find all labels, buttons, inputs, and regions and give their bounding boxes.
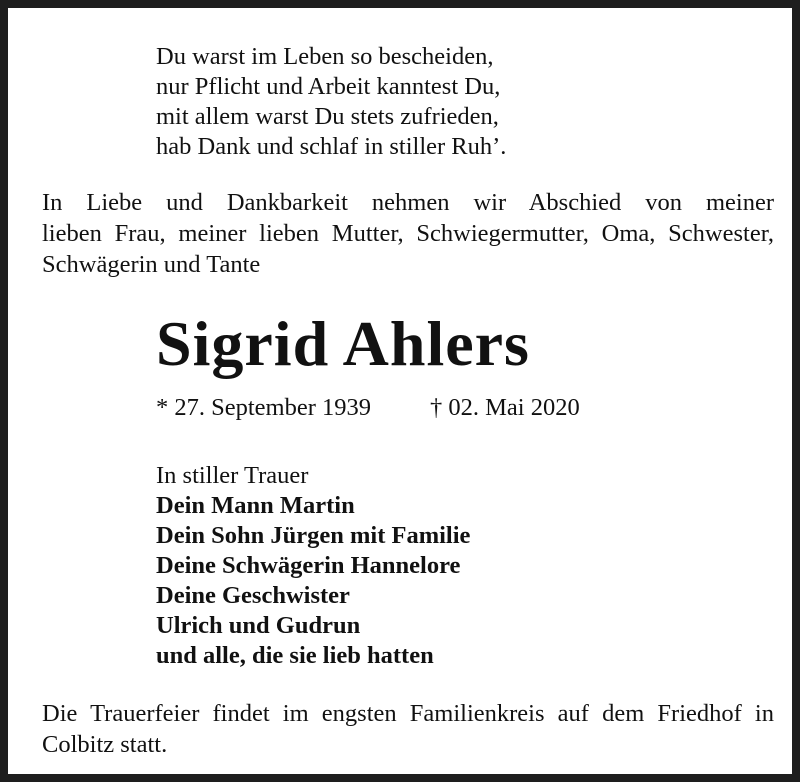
poem-line: mit allem warst Du stets zufrieden, (156, 103, 499, 130)
poem-line: hab Dank und schlaf in stiller Ruh’. (156, 133, 507, 160)
death-date: † 02. Mai 2020 (430, 394, 580, 421)
mourner-line: Ulrich und Gudrun (156, 612, 361, 639)
mourners-list (156, 461, 470, 671)
funeral-info (42, 698, 774, 760)
farewell-line: Schwägerin und Tante (42, 251, 261, 278)
farewell-line: In Liebe und Dankbarkeit nehmen wir Abschied von meiner (42, 189, 774, 216)
farewell-line: lieben Frau, meiner lieben Mutter, Schwiegermutter, Oma, Schwester, (42, 220, 774, 247)
mourner-line: Deine Schwägerin Hannelore (156, 552, 461, 579)
mourner-line: und alle, die sie lieb hatten (156, 642, 434, 669)
poem-line: nur Pflicht und Arbeit kanntest Du, (156, 73, 501, 100)
deceased-name: Sigrid Ahlers (156, 308, 530, 379)
funeral-info-line: Die Trauerfeier findet im engsten Familienkreis auf dem Friedhof in (42, 700, 774, 727)
funeral-info-line: Colbitz statt. (42, 731, 168, 758)
mourner-line: Deine Geschwister (156, 582, 350, 609)
farewell-text (42, 187, 774, 280)
memorial-poem (156, 42, 506, 162)
mourner-line: Dein Mann Martin (156, 492, 355, 519)
birth-date: * 27. September 1939 (156, 394, 372, 421)
mourner-line: Dein Sohn Jürgen mit Familie (156, 522, 471, 549)
mourning-heading: In stiller Trauer (156, 462, 309, 489)
poem-line: Du warst im Leben so bescheiden, (156, 43, 494, 70)
